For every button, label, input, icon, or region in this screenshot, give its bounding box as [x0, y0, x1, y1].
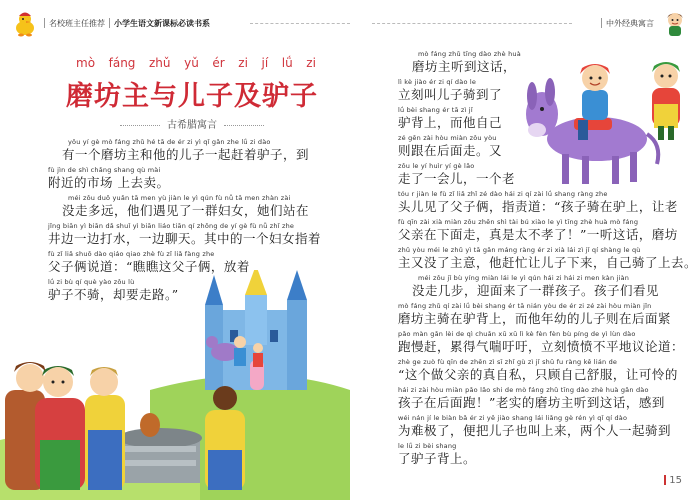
- author-divider: [120, 125, 160, 126]
- page-title: 磨坊主与儿子及驴子: [66, 81, 318, 112]
- hanzi-row: 驴子不骑，却要走路。”: [48, 287, 179, 302]
- title-pinyin-syllable: zi: [238, 56, 248, 70]
- hanzi-row: 立刻叫儿子骑到了: [398, 87, 503, 102]
- pinyin-row: zhǔ yòu méi le zhǔ yì tā gǎn máng ràng ér zi xià lái zì jǐ qí shàng le qù: [398, 246, 641, 254]
- title-pinyin-syllable: jí: [261, 56, 269, 70]
- header-divider: [109, 18, 110, 28]
- text-line: [398, 414, 671, 439]
- hanzi-row: 没走几步，迎面来了一群孩子。孩子们看见: [412, 283, 660, 298]
- pinyin-row: fù jìn de shì chǎng shang qù mài: [48, 166, 161, 174]
- pinyin-row: lǘ zi bù qí què yào zǒu lù: [48, 278, 135, 286]
- text-line: [48, 138, 309, 163]
- author-line: [92, 116, 292, 131]
- pinyin-row: le lǘ zi bèi shang: [398, 442, 457, 450]
- pinyin-row: mò fáng zhǔ tīng dào zhè huà: [418, 50, 521, 58]
- hanzi-row: 主又没了主意，他赶忙让儿子下来，自己骑了上去。: [398, 255, 698, 270]
- title-pinyin-syllable: zi: [306, 56, 316, 70]
- title-pinyin-syllable: zhǔ: [149, 56, 171, 70]
- hanzi-row: 井边一边打水，一边聊天。其中的一个妇女指着: [48, 231, 322, 246]
- page-number-bar: [664, 475, 666, 485]
- pinyin-row: méi zǒu duō yuǎn tā men yù jiàn le yì qún fù nǚ tā men zhàn zài: [68, 194, 291, 202]
- text-line: [398, 302, 671, 327]
- header-right-tag: 中外经典寓言: [606, 18, 654, 28]
- header-right: [597, 6, 690, 40]
- hanzi-row: 跑慢赶，累得气喘吁吁，立刻愤愤不平地议论道：: [398, 339, 685, 354]
- text-line: [398, 442, 476, 467]
- donkey-illustration: [512, 44, 692, 194]
- hanzi-row: 没走多远，他们遇见了一群妇女，她们站在: [62, 203, 310, 218]
- author-divider: [224, 125, 264, 126]
- hanzi-row: 为难极了，便把儿子也叫上来，两个人一起骑到: [398, 423, 672, 438]
- text-line: [398, 106, 502, 131]
- page-number: [664, 475, 682, 486]
- hanzi-row: 有一个磨坊主和他的儿子一起赶着驴子，到: [62, 147, 310, 162]
- hanzi-row: 孩子在后面跑！”老实的磨坊主听到这话，感到: [398, 395, 665, 410]
- pinyin-row: fù qīn zài xià miàn zǒu zhēn shì tài bú xiào le yì tīng zhè huà mò fáng: [398, 218, 639, 226]
- pinyin-row: jǐng biān yì biān dǎ shuǐ yì biān liáo tiān qí zhōng de yí gè fù nǚ zhǐ zhe: [48, 222, 295, 230]
- header-dash-right: [372, 23, 572, 24]
- text-line: [398, 78, 502, 103]
- text-line: [48, 194, 309, 219]
- title-pinyin: [76, 56, 316, 70]
- text-line: [398, 134, 502, 159]
- page-number-value: 15: [669, 475, 682, 486]
- pinyin-row: zé gēn zài hòu miàn zǒu yòu: [398, 134, 497, 142]
- text-line: [398, 386, 665, 411]
- text-line: [398, 274, 659, 299]
- hanzi-row: 父亲在下面走，真是太不孝了！”一听这话，磨坊: [398, 227, 678, 242]
- pinyin-row: méi zǒu jǐ bù yíng miàn lái le yì qún hái zi hái zi men kàn jiàn: [418, 274, 630, 282]
- hanzi-row: 驴背上，而他自己: [398, 115, 503, 130]
- header-left-tag: 名校班主任推荐: [49, 18, 105, 28]
- pinyin-row: fù zǐ liǎ shuō dào qiáo qiao zhè fù zǐ liǎ fàng zhe: [48, 250, 215, 258]
- duck-mascot-icon: [10, 8, 40, 38]
- title-pinyin-syllable: mò: [76, 56, 96, 70]
- text-line: [398, 162, 515, 187]
- header-left: [10, 6, 210, 40]
- header-divider: [44, 18, 45, 28]
- hanzi-row: 磨坊主听到这话，: [412, 59, 517, 74]
- text-line: [48, 166, 169, 191]
- pinyin-row: wéi nán jí le biàn bǎ ér zi yě jiào shang lái liǎng gè rén yì qǐ qí dào: [398, 414, 628, 422]
- text-line: [398, 218, 678, 243]
- pinyin-row: zǒu le yí huìr yí gè lǎo: [398, 162, 475, 170]
- hanzi-row: 附近的市场 上去卖。: [48, 175, 170, 190]
- text-line: [398, 358, 678, 383]
- boy-mascot-icon: [660, 8, 690, 38]
- text-line: [398, 190, 678, 215]
- hanzi-row: 父子俩说道：“瞧瞧这父子俩，放着: [48, 259, 250, 274]
- pinyin-row: tóu r jiàn le fù zǐ liǎ zhǐ zé dào hái zi qí zài lǘ shang ràng zhe: [398, 190, 608, 198]
- pinyin-row: lì kè jiào ér zi qí dào le: [398, 78, 477, 86]
- hanzi-row: 则跟在后面走。又: [398, 143, 503, 158]
- text-line: [398, 246, 697, 271]
- text-line: [398, 50, 521, 75]
- header-series: 小学生语文新课标必读书系: [114, 18, 210, 28]
- well-illustration: [0, 270, 350, 500]
- text-line: [48, 222, 321, 247]
- pinyin-row: pǎo màn gǎn lèi de qì chuǎn xū xū lì kè fèn fèn bù píng de yì lùn dào: [398, 330, 636, 338]
- text-line: [398, 330, 684, 355]
- pinyin-row: zhè ge zuò fù qīn de zhēn zì sī zhǐ gù zì jǐ shū fu ràng kě lián de: [398, 358, 618, 366]
- title-pinyin-syllable: fáng: [108, 56, 136, 70]
- hanzi-row: 磨坊主骑在驴背上，而他年幼的儿子则在后面紧: [398, 311, 672, 326]
- header-divider: [601, 18, 602, 28]
- title-pinyin-syllable: ér: [212, 56, 225, 70]
- hanzi-row: 了驴子背上。: [398, 451, 477, 466]
- pinyin-row: yǒu yí gè mò fáng zhǔ hé tā de ér zi yì qǐ gǎn zhe lǘ zi dào: [68, 138, 271, 146]
- pinyin-row: hái zi zài hòu miàn pǎo lǎo shi de mò fáng zhǔ tīng dào zhè huà gǎn dào: [398, 386, 649, 394]
- title-pinyin-syllable: lǘ: [281, 56, 293, 70]
- hanzi-row: 头儿见了父子俩，指责道：“孩子骑在驴上，让老: [398, 199, 678, 214]
- hanzi-row: “这个做父亲的真自私，只顾自己舒服，让可怜的: [398, 367, 678, 382]
- pinyin-row: mò fáng zhǔ qí zài lǘ bèi shang ér tā nián yòu de ér zi zé zài hòu miàn jǐn: [398, 302, 652, 310]
- header-dash-left: [250, 23, 350, 24]
- title-pinyin-syllable: yǔ: [184, 56, 199, 70]
- author-label: 古希腊寓言: [167, 120, 217, 131]
- pinyin-row: lǘ bèi shang ér tā zì jǐ: [398, 106, 473, 114]
- hanzi-row: 走了一会儿，一个老: [398, 171, 516, 186]
